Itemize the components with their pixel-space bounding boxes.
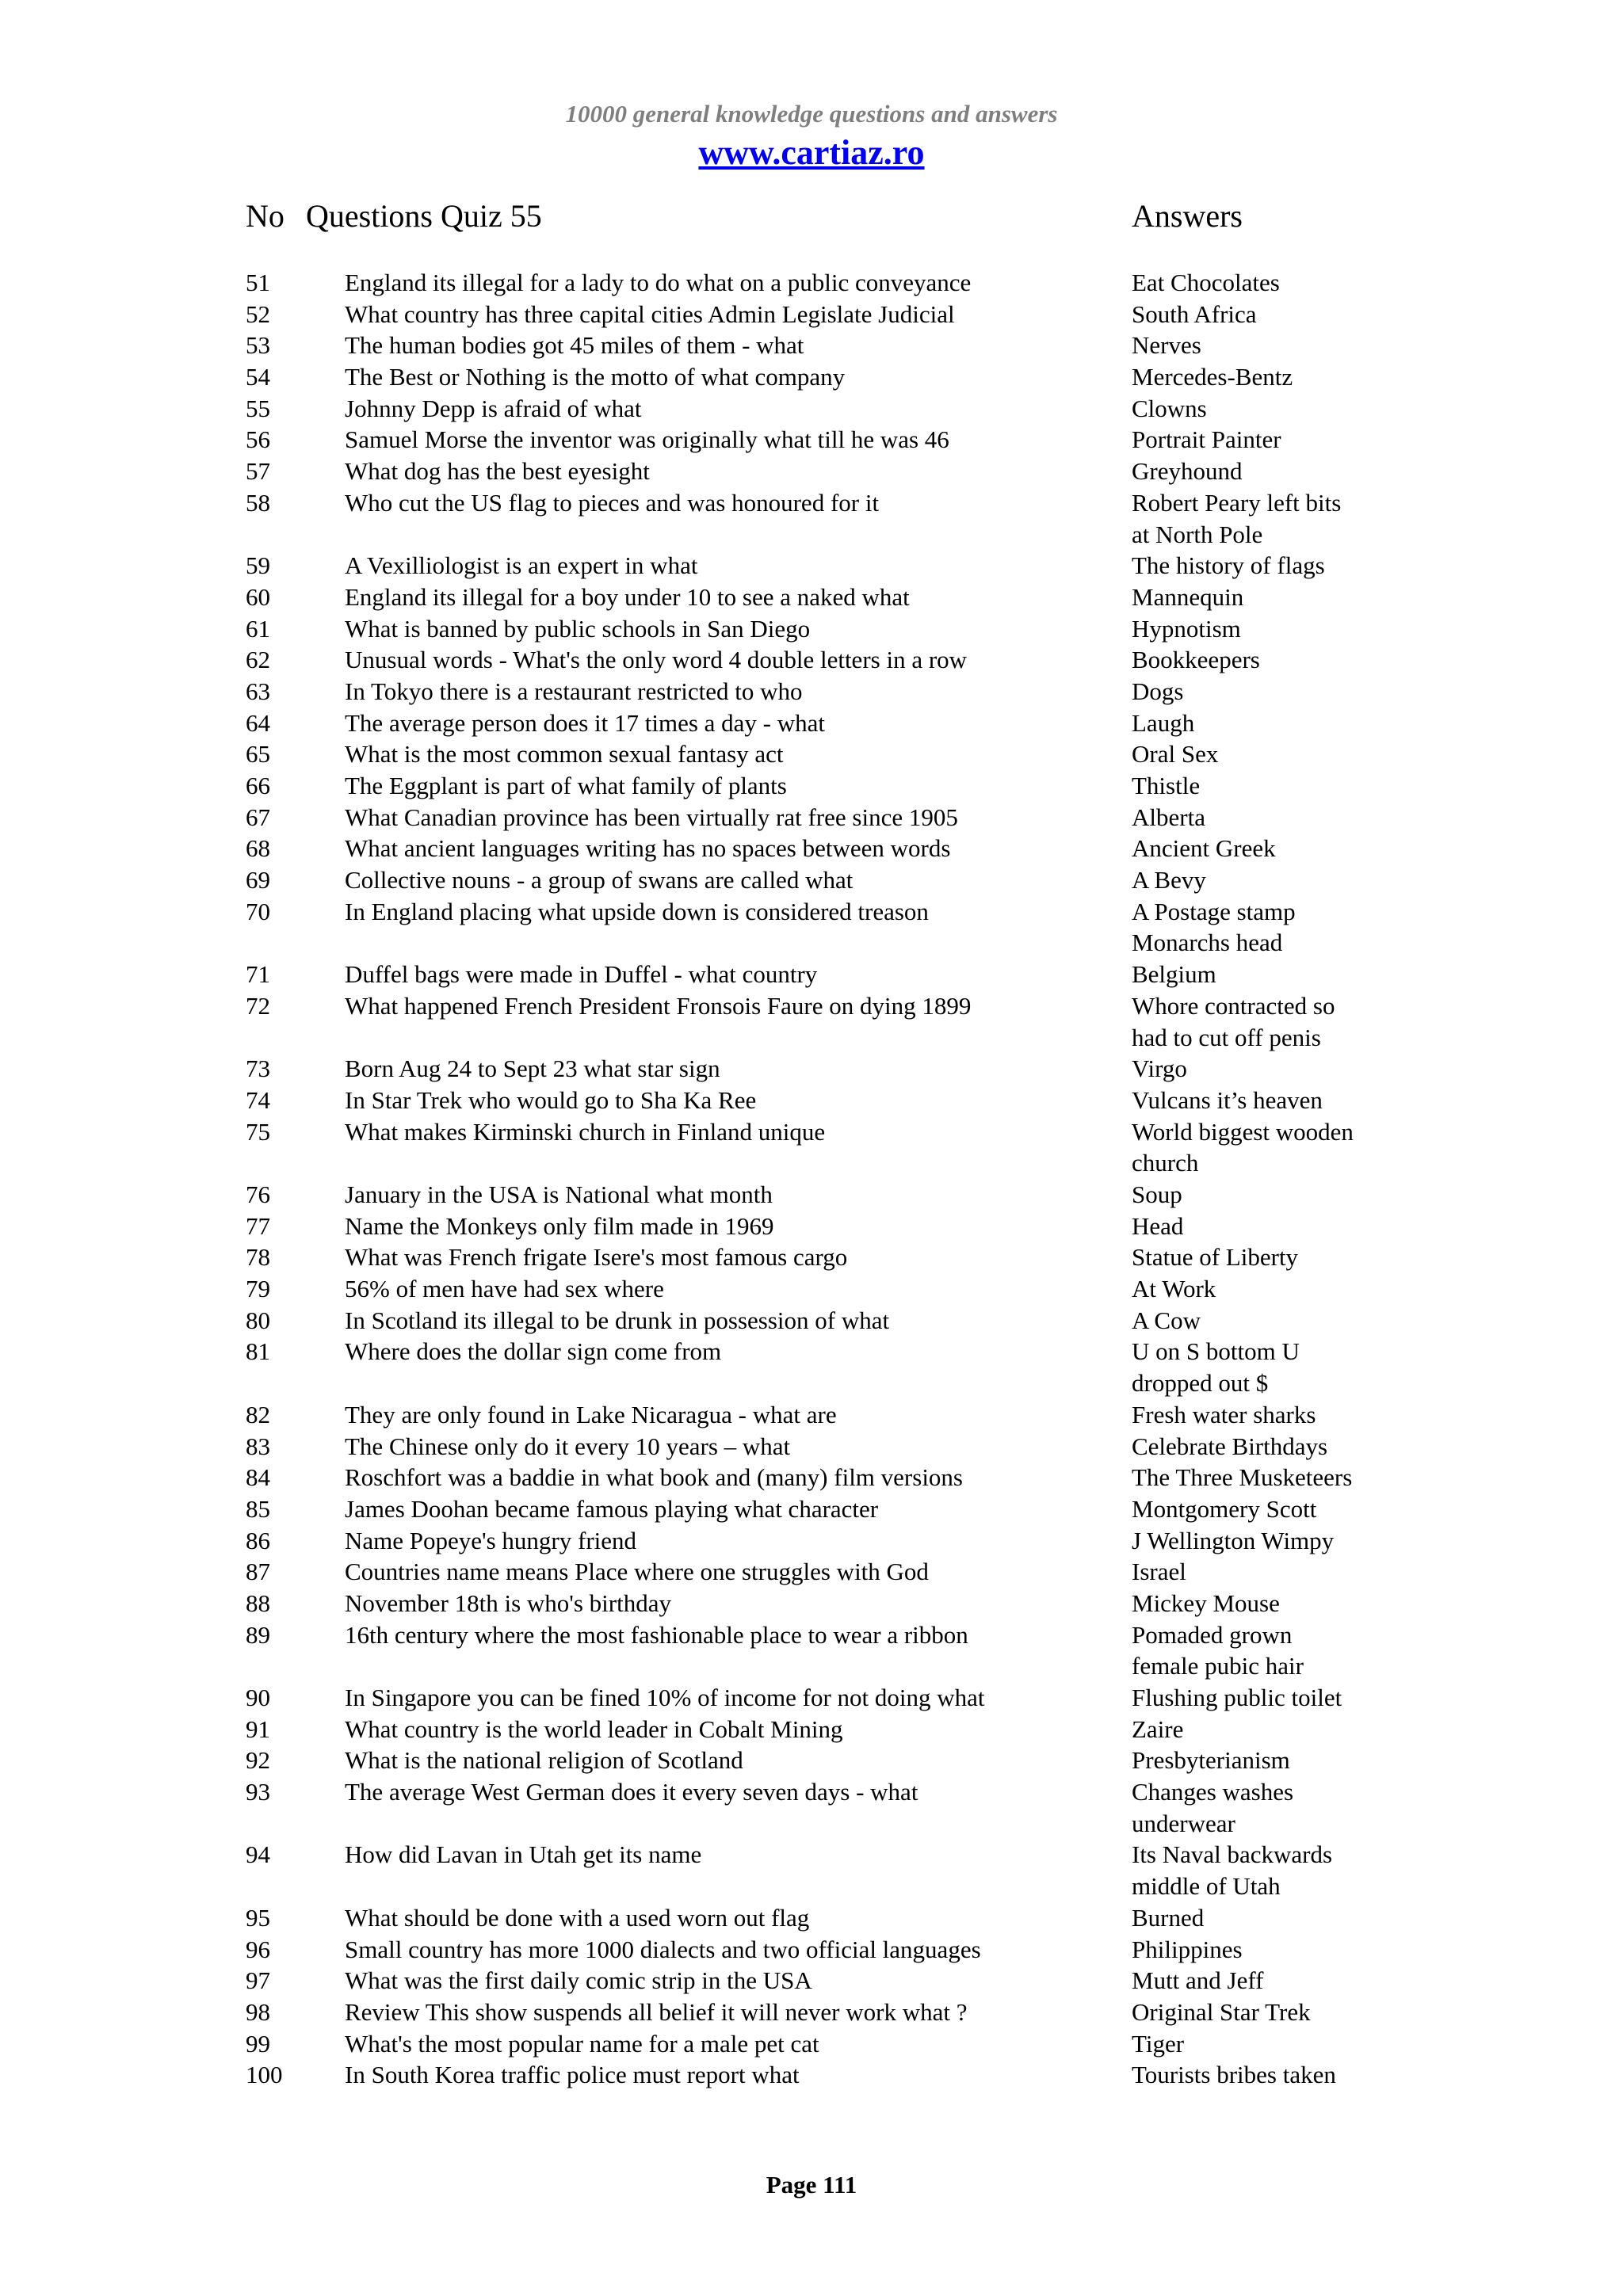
table-row	[0, 1619, 1623, 1682]
answer-text: Nerves	[1132, 331, 1201, 360]
answer-text: Mercedes-Bentz	[1132, 363, 1293, 391]
question-number: 52	[246, 299, 270, 328]
question-text: England its illegal for a lady to do what on a public conveyance	[345, 269, 972, 296]
table-row	[0, 424, 1623, 456]
question-text: The Chinese only do it every 10 years – what	[345, 1432, 791, 1460]
question-text: What was French frigate Isere's most famous cargo	[345, 1243, 848, 1272]
question-text: In England placing what upside down is considered treason	[345, 897, 929, 925]
table-row	[0, 1902, 1623, 1934]
table-row	[0, 1116, 1623, 1179]
question-number: 73	[246, 1055, 270, 1083]
question-text: 16th century where the most fashionable place to wear a ribbon	[345, 1620, 968, 1649]
answer-text: Greyhound	[1132, 457, 1243, 486]
question-text: Where does the dollar sign come from	[345, 1337, 722, 1366]
answer-text-continued: at North Pole	[1132, 520, 1263, 548]
table-row	[0, 1179, 1623, 1211]
table-row	[0, 1493, 1623, 1525]
question-number: 66	[246, 772, 270, 800]
table-row	[0, 770, 1623, 802]
question-text: Born Aug 24 to Sept 23 what star sign	[345, 1055, 720, 1083]
table-row	[0, 1431, 1623, 1463]
question-number: 61	[246, 614, 270, 643]
answer-text: Vulcans it’s heaven	[1132, 1085, 1323, 1114]
question-text: Unusual words - What's the only word 4 double letters in a row	[345, 646, 968, 674]
table-row	[0, 1682, 1623, 1714]
question-text: November 18th is who's birthday	[345, 1589, 671, 1617]
question-number: 90	[246, 1684, 270, 1712]
answer-text: Burned	[1132, 1903, 1205, 1932]
question-text: Johnny Depp is afraid of what	[345, 394, 642, 422]
answer-text: Tiger	[1132, 2029, 1185, 2058]
answer-text: Philippines	[1132, 1935, 1243, 1963]
answer-text: Mickey Mouse	[1132, 1589, 1280, 1617]
table-row	[0, 267, 1623, 299]
question-text: Who cut the US flag to pieces and was honoured for it	[345, 488, 880, 517]
answer-text: The history of flags	[1132, 551, 1325, 580]
answer-text: Soup	[1132, 1180, 1182, 1208]
question-text: What was the first daily comic strip in the USA	[345, 1966, 812, 1995]
question-text: The Eggplant is part of what family of plants	[345, 772, 787, 800]
question-text: 56% of men have had sex where	[345, 1275, 664, 1303]
table-row	[0, 2059, 1623, 2091]
answer-text: Alberta	[1132, 803, 1205, 831]
question-number: 71	[246, 960, 270, 989]
question-text: What's the most popular name for a male pet cat	[345, 2029, 819, 2058]
answer-text: Pomaded grown	[1132, 1620, 1293, 1649]
table-row	[0, 582, 1623, 613]
question-number: 56	[246, 425, 270, 454]
table-row	[0, 393, 1623, 425]
question-text: Samuel Morse the inventor was originally what till he was 46	[345, 425, 949, 454]
answer-text: Dogs	[1132, 677, 1184, 705]
question-number: 91	[246, 1714, 270, 1743]
question-number: 86	[246, 1526, 270, 1554]
question-text: The average person does it 17 times a day - what	[345, 708, 826, 737]
question-text: In South Korea traffic police must report what	[345, 2061, 800, 2089]
table-row	[0, 1241, 1623, 1273]
question-text: A Vexilliologist is an expert in what	[345, 551, 698, 580]
table-row	[0, 990, 1623, 1053]
question-text: The average West German does it every seven days - what	[345, 1778, 918, 1806]
table-row	[0, 1776, 1623, 1839]
question-text: Name Popeye's hungry friend	[345, 1526, 637, 1554]
question-number: 59	[246, 551, 270, 580]
question-number: 69	[246, 866, 270, 894]
table-row	[0, 676, 1623, 707]
question-text: What is the most common sexual fantasy act	[345, 740, 784, 769]
question-number: 72	[246, 991, 270, 1020]
table-row	[0, 1588, 1623, 1619]
question-number: 65	[246, 740, 270, 769]
question-number: 98	[246, 1997, 270, 2026]
question-number: 89	[246, 1620, 270, 1649]
question-number: 100	[246, 2061, 283, 2089]
question-text: What country is the world leader in Cobalt Mining	[345, 1714, 843, 1743]
table-row	[0, 644, 1623, 676]
question-number: 95	[246, 1903, 270, 1932]
table-row	[0, 1053, 1623, 1085]
question-list	[0, 267, 1623, 2091]
table-row	[0, 299, 1623, 330]
question-text: What ancient languages writing has no spaces between words	[345, 834, 951, 863]
answer-text: A Bevy	[1132, 866, 1206, 894]
question-number: 55	[246, 394, 270, 422]
question-text: Review This show suspends all belief it will never work what ?	[345, 1997, 968, 2026]
answer-text-continued: dropped out $	[1132, 1369, 1269, 1398]
answer-text: Statue of Liberty	[1132, 1243, 1299, 1272]
answer-text: Whore contracted so	[1132, 991, 1335, 1020]
answer-text: Thistle	[1132, 772, 1201, 800]
answer-text-continued: female pubic hair	[1132, 1652, 1304, 1680]
question-number: 68	[246, 834, 270, 863]
table-row	[0, 1965, 1623, 1997]
question-number: 58	[246, 488, 270, 517]
table-row	[0, 1556, 1623, 1588]
answer-text: Hypnotism	[1132, 614, 1241, 643]
question-number: 97	[246, 1966, 270, 1995]
question-text: What Canadian province has been virtually rat free since 1905	[345, 803, 958, 831]
question-number: 57	[246, 457, 270, 486]
table-row	[0, 1211, 1623, 1242]
answer-text: At Work	[1132, 1275, 1216, 1303]
answer-text: Tourists bribes taken	[1132, 2061, 1336, 2089]
answer-text: Israel	[1132, 1558, 1186, 1586]
question-text: Duffel bags were made in Duffel - what country	[345, 960, 818, 989]
question-text: Name the Monkeys only film made in 1969	[345, 1211, 774, 1240]
question-text: How did Lavan in Utah get its name	[345, 1840, 702, 1869]
question-number: 92	[246, 1746, 270, 1775]
question-number: 81	[246, 1337, 270, 1366]
answer-text: U on S bottom U	[1132, 1337, 1300, 1366]
question-text: The human bodies got 45 miles of them - what	[345, 331, 804, 360]
table-row	[0, 1305, 1623, 1337]
question-number: 85	[246, 1494, 270, 1523]
question-text: What dog has the best eyesight	[345, 457, 650, 486]
question-text: What is the national religion of Scotland	[345, 1746, 743, 1775]
table-row	[0, 1336, 1623, 1398]
answer-text-continued: middle of Utah	[1132, 1872, 1281, 1901]
table-row	[0, 802, 1623, 833]
question-number: 83	[246, 1432, 270, 1460]
answer-text: Bookkeepers	[1132, 646, 1260, 674]
question-text: What should be done with a used worn out flag	[345, 1903, 810, 1932]
question-number: 94	[246, 1840, 270, 1869]
answer-text: Montgomery Scott	[1132, 1494, 1317, 1523]
table-header	[0, 197, 1623, 237]
question-number: 96	[246, 1935, 270, 1963]
answer-text: Belgium	[1132, 960, 1216, 989]
table-row	[0, 487, 1623, 550]
question-text: Collective nouns - a group of swans are called what	[345, 866, 854, 894]
answer-text: Original Star Trek	[1132, 1997, 1311, 2026]
question-text: What happened French President Fronsois Faure on dying 1899	[345, 991, 972, 1020]
question-number: 79	[246, 1275, 270, 1303]
page-number: Page 111	[766, 2171, 857, 2199]
answer-text: Clowns	[1132, 394, 1207, 422]
question-text: England its illegal for a boy under 10 to see a naked what	[345, 582, 910, 611]
question-text: Countries name means Place where one struggles with God	[345, 1558, 929, 1586]
question-number: 93	[246, 1778, 270, 1806]
question-number: 74	[246, 1085, 270, 1114]
answer-text-continued: had to cut off penis	[1132, 1023, 1321, 1051]
answer-text-continued: church	[1132, 1149, 1199, 1177]
question-text: What is banned by public schools in San Diego	[345, 614, 811, 643]
table-row	[0, 1714, 1623, 1745]
answer-text: Head	[1132, 1211, 1184, 1240]
answer-text: South Africa	[1132, 299, 1257, 328]
question-number: 84	[246, 1463, 270, 1492]
question-number: 87	[246, 1558, 270, 1586]
question-number: 60	[246, 582, 270, 611]
question-number: 70	[246, 897, 270, 925]
answer-text: World biggest wooden	[1132, 1117, 1354, 1146]
question-number: 78	[246, 1243, 270, 1272]
answer-text: Zaire	[1132, 1714, 1184, 1743]
question-number: 77	[246, 1211, 270, 1240]
answer-text: Eat Chocolates	[1132, 269, 1280, 296]
answer-text: Celebrate Birthdays	[1132, 1432, 1328, 1460]
question-number: 88	[246, 1589, 270, 1617]
answer-text-continued: underwear	[1132, 1809, 1235, 1837]
question-number: 75	[246, 1117, 270, 1146]
question-number: 62	[246, 646, 270, 674]
answer-text: Its Naval backwards	[1132, 1840, 1333, 1869]
answer-text: Fresh water sharks	[1132, 1400, 1316, 1428]
answer-text: A Cow	[1132, 1306, 1201, 1334]
question-number: 99	[246, 2029, 270, 2058]
table-row	[0, 864, 1623, 896]
answer-text: Portrait Painter	[1132, 425, 1281, 454]
table-row	[0, 1934, 1623, 1966]
question-text: Small country has more 1000 dialects and two official languages	[345, 1935, 981, 1963]
table-row	[0, 550, 1623, 582]
question-number: 80	[246, 1306, 270, 1334]
question-number: 54	[246, 363, 270, 391]
table-row	[0, 2028, 1623, 2060]
question-text: In Tokyo there is a restaurant restricted to who	[345, 677, 803, 705]
question-text: What country has three capital cities Admin Legislate Judicial	[345, 299, 955, 328]
table-row	[0, 1399, 1623, 1431]
table-row	[0, 1997, 1623, 2028]
question-text: In Scotland its illegal to be drunk in possession of what	[345, 1306, 890, 1334]
table-row	[0, 707, 1623, 739]
table-row	[0, 1462, 1623, 1493]
table-row	[0, 1839, 1623, 1901]
question-text: What makes Kirminski church in Finland unique	[345, 1117, 826, 1146]
document-subtitle: 10000 general knowledge questions and answers	[565, 100, 1058, 128]
question-number: 63	[246, 677, 270, 705]
answer-text-continued: Monarchs head	[1132, 929, 1283, 957]
table-row	[0, 896, 1623, 959]
table-row	[0, 361, 1623, 393]
answer-text: Flushing public toilet	[1132, 1684, 1342, 1712]
question-text: They are only found in Lake Nicaragua - what are	[345, 1400, 837, 1428]
answer-text: Oral Sex	[1132, 740, 1219, 769]
answer-text: Mannequin	[1132, 582, 1244, 611]
question-text: In Star Trek who would go to Sha Ka Ree	[345, 1085, 757, 1114]
table-row	[0, 1085, 1623, 1116]
table-row	[0, 1745, 1623, 1776]
column-header-questions: Questions Quiz 55	[306, 198, 542, 234]
table-row	[0, 738, 1623, 770]
answer-text: The Three Musketeers	[1132, 1463, 1353, 1492]
column-header-no: No	[246, 198, 285, 234]
answer-text: J Wellington Wimpy	[1132, 1526, 1335, 1554]
answer-text: Laugh	[1132, 708, 1195, 737]
question-number: 82	[246, 1400, 270, 1428]
question-number: 64	[246, 708, 270, 737]
answer-text: Robert Peary left bits	[1132, 488, 1342, 517]
table-row	[0, 456, 1623, 487]
question-number: 53	[246, 331, 270, 360]
table-row	[0, 1525, 1623, 1557]
table-row	[0, 330, 1623, 361]
answer-text: Presbyterianism	[1132, 1746, 1290, 1775]
answer-text: Changes washes	[1132, 1778, 1294, 1806]
question-number: 67	[246, 803, 270, 831]
answer-text: Virgo	[1132, 1055, 1187, 1083]
question-text: In Singapore you can be fined 10% of income for not doing what	[345, 1684, 985, 1712]
column-header-answers: Answers	[1132, 198, 1243, 234]
question-text: Roschfort was a baddie in what book and (many) film versions	[345, 1463, 963, 1492]
table-row	[0, 959, 1623, 990]
question-text: James Doohan became famous playing what character	[345, 1494, 879, 1523]
table-row	[0, 833, 1623, 864]
answer-text: Mutt and Jeff	[1132, 1966, 1264, 1995]
question-number: 76	[246, 1180, 270, 1208]
site-link[interactable]: www.cartiaz.ro	[698, 133, 925, 172]
question-text: The Best or Nothing is the motto of what company	[345, 363, 846, 391]
question-text: January in the USA is National what month	[345, 1180, 773, 1208]
table-row	[0, 613, 1623, 645]
table-row	[0, 1273, 1623, 1305]
answer-text: Ancient Greek	[1132, 834, 1276, 863]
question-number: 51	[246, 269, 270, 296]
answer-text: A Postage stamp	[1132, 897, 1296, 925]
